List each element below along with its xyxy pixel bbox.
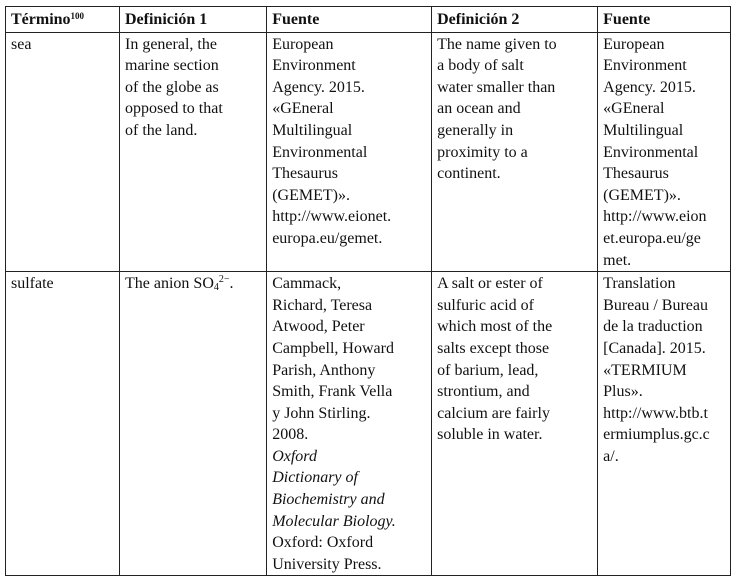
text-line: Oxford: Oxford bbox=[272, 534, 374, 552]
text-line: Multilingual bbox=[603, 121, 684, 139]
text-line: Parish, Anthony bbox=[272, 361, 376, 379]
text-line: Environmental bbox=[603, 143, 699, 161]
text-line: Agency. 2015. bbox=[603, 78, 696, 96]
text-line: Campbell, Howard bbox=[272, 339, 394, 357]
source-2-cell bbox=[598, 272, 731, 576]
text-line: Plus». bbox=[603, 383, 643, 401]
text-line: European bbox=[603, 35, 665, 53]
text-line: soluble in water. bbox=[437, 426, 543, 444]
text-line: Smith, Frank Vella bbox=[272, 383, 393, 401]
text-line: University Press. bbox=[272, 555, 382, 573]
text-line: salts except those bbox=[437, 339, 550, 357]
text-line: Bureau / Bureau bbox=[603, 296, 708, 314]
text-line: europa.eu/gemet. bbox=[272, 229, 383, 247]
text-line: 2008. bbox=[272, 426, 309, 444]
source-publisher bbox=[272, 532, 426, 575]
term-cell: sea bbox=[6, 32, 120, 272]
source-1-cell bbox=[267, 272, 432, 576]
text-line: water smaller than bbox=[437, 78, 556, 96]
definition-2-cell bbox=[432, 272, 598, 576]
text-line: The name given to bbox=[437, 35, 557, 53]
text-line: Molecular Biology. bbox=[272, 512, 396, 530]
text-line: Atwood, Peter bbox=[272, 318, 365, 336]
text-line: [Canada]. 2015. bbox=[603, 339, 706, 357]
text-line: met. bbox=[603, 251, 632, 269]
text-line: A salt or ester of bbox=[437, 275, 543, 293]
text-line: Agency. 2015. bbox=[272, 78, 365, 96]
text-line: ermiumplus.gc.c bbox=[603, 426, 710, 444]
text-line: http://www.eion bbox=[603, 208, 707, 226]
text-line: Cammack, bbox=[272, 275, 342, 293]
text-line: (GEMET)». bbox=[272, 186, 350, 204]
text-line: sulfuric acid of bbox=[437, 296, 534, 314]
definition-1-cell bbox=[120, 272, 267, 576]
header-row bbox=[6, 7, 731, 33]
text-line: «GEneral bbox=[603, 100, 665, 118]
term-cell: sulfate bbox=[6, 272, 120, 576]
formula-prefix: The anion SO bbox=[125, 275, 214, 293]
text-line: an ocean and bbox=[437, 100, 521, 118]
text-line: http://www.eionet. bbox=[272, 208, 392, 226]
text-line: Translation bbox=[603, 275, 676, 293]
table-row bbox=[6, 272, 731, 576]
text-line: Environment bbox=[603, 57, 687, 75]
definition-1-cell bbox=[120, 32, 267, 272]
formula-superscript: 2− bbox=[218, 274, 230, 286]
text-line: European bbox=[272, 35, 334, 53]
text-line: y John Stirling. bbox=[272, 404, 371, 422]
source-1-cell bbox=[267, 32, 432, 272]
header-fuente-2: Fuente bbox=[598, 7, 731, 33]
text-line: (GEMET)». bbox=[603, 186, 681, 204]
text-line: strontium, and bbox=[437, 383, 530, 401]
text-line: Biochemistry and bbox=[272, 491, 385, 509]
text-line: «TERMIUM bbox=[603, 361, 687, 379]
text-line: Richard, Teresa bbox=[272, 296, 373, 314]
header-fuente-1: Fuente bbox=[267, 7, 432, 33]
source-2-cell bbox=[598, 32, 731, 272]
header-termino-label: Término bbox=[11, 11, 71, 28]
formula-suffix: . bbox=[229, 275, 234, 293]
source-title bbox=[272, 446, 426, 532]
text-line: In general, the bbox=[125, 35, 217, 53]
source-authors bbox=[272, 273, 426, 446]
header-definicion-1: Definición 1 bbox=[120, 7, 267, 33]
text-line: of barium, lead, bbox=[437, 361, 539, 379]
text-line: which most of the bbox=[437, 318, 553, 336]
text-line: Multilingual bbox=[272, 121, 353, 139]
text-line: http://www.btb.t bbox=[603, 404, 708, 422]
text-line: continent. bbox=[437, 165, 501, 183]
definition-2-cell bbox=[432, 32, 598, 272]
chemical-formula bbox=[125, 275, 234, 292]
text-line: de la traduction bbox=[603, 318, 703, 336]
table-row bbox=[6, 32, 731, 272]
text-line: opposed to that bbox=[125, 100, 223, 118]
text-line: Oxford bbox=[272, 447, 317, 465]
terminology-table bbox=[5, 6, 731, 576]
text-line: calcium are fairly bbox=[437, 404, 550, 422]
header-termino bbox=[6, 7, 120, 33]
footnote-marker: 100 bbox=[70, 11, 85, 21]
text-line: «GEneral bbox=[272, 100, 334, 118]
text-line: of the land. bbox=[125, 121, 198, 139]
text-line: et.europa.eu/ge bbox=[603, 229, 701, 247]
text-line: marine section bbox=[125, 57, 219, 75]
text-line: Thesaurus bbox=[603, 165, 669, 183]
text-line: of the globe as bbox=[125, 78, 219, 96]
text-line: proximity to a bbox=[437, 143, 528, 161]
header-definicion-2: Definición 2 bbox=[432, 7, 598, 33]
text-line: a/. bbox=[603, 447, 619, 465]
text-line: Dictionary of bbox=[272, 469, 358, 487]
formula-subscript: 4 bbox=[213, 282, 219, 294]
text-line: generally in bbox=[437, 121, 514, 139]
text-line: Thesaurus bbox=[272, 165, 338, 183]
text-line: Environment bbox=[272, 57, 356, 75]
text-line: Environmental bbox=[272, 143, 368, 161]
text-line: a body of salt bbox=[437, 57, 524, 75]
